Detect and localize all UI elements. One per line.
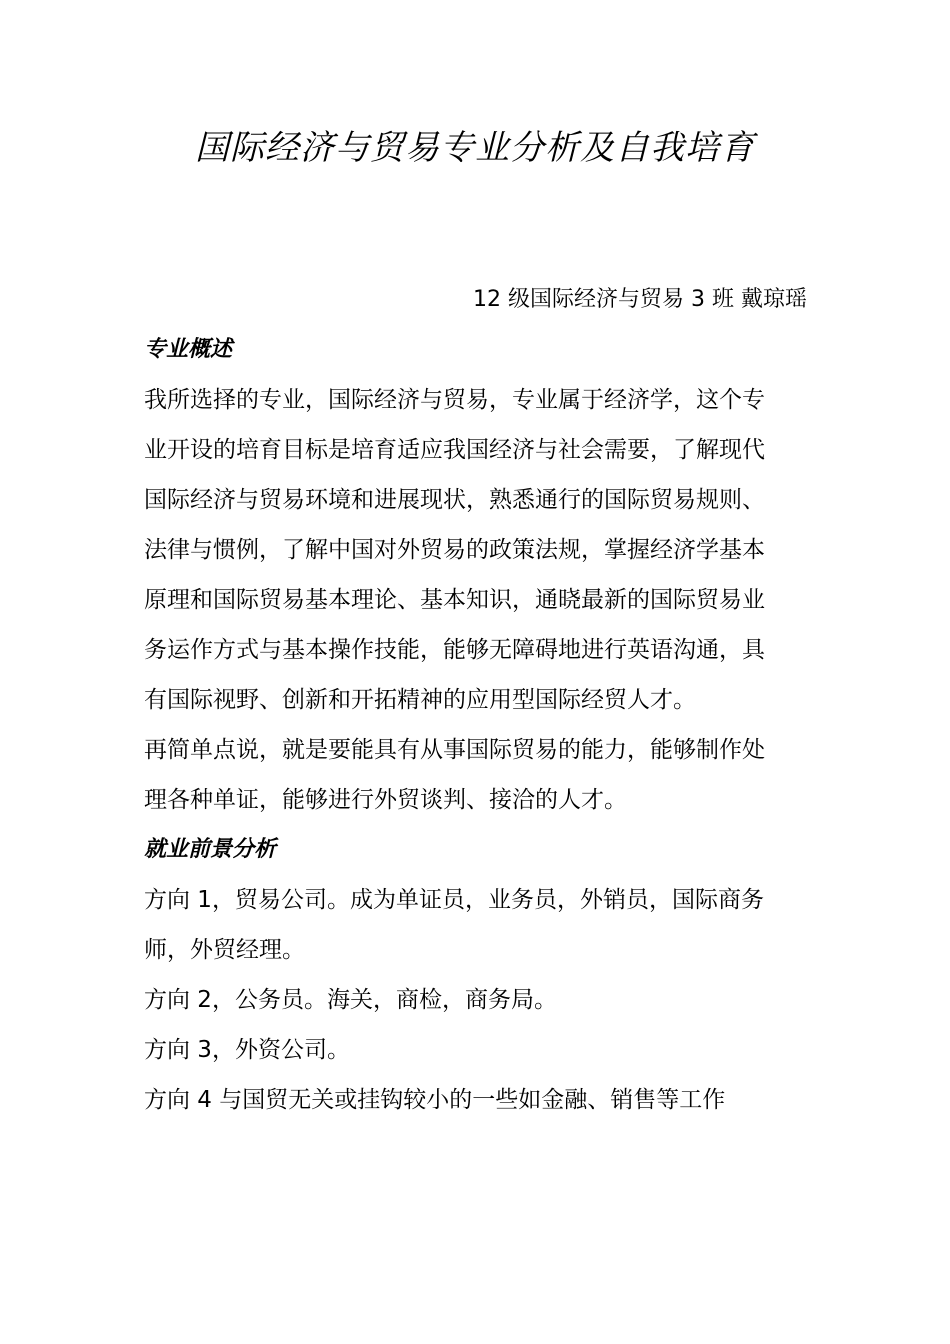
employment-line: 方向 3，外资公司。 [144,1037,350,1063]
employment-line: 师，外贸经理。 [144,937,305,963]
employment-line: 方向 1，贸易公司。成为单证员，业务员，外销员，国际商务 [144,887,764,913]
overview-line: 法律与惯例，了解中国对外贸易的政策法规，掌握经济学基本 [144,537,765,563]
overview-line: 再简单点说，就是要能具有从事国际贸易的能力，能够制作处 [144,737,765,763]
employment-line: 方向 4 与国贸无关或挂钩较小的一些如金融、销售等工作 [144,1087,726,1113]
overview-line: 原理和国际贸易基本理论、基本知识，通晓最新的国际贸易业 [144,587,765,613]
section-heading-overview: 专业概述 [144,337,233,362]
author-line: 12 级国际经济与贸易 3 班 戴琼瑶 [473,287,807,312]
overview-line: 理各种单证，能够进行外贸谈判、接洽的人才。 [144,787,627,813]
employment-line: 方向 2，公务员。海关，商检，商务局。 [144,987,557,1013]
overview-line: 国际经济与贸易环境和进展现状，熟悉通行的国际贸易规则、 [144,487,765,513]
overview-line: 业开设的培育目标是培育适应我国经济与社会需要，了解现代 [144,437,765,463]
overview-line: 务运作方式与基本操作技能，能够无障碍地进行英语沟通，具 [144,637,765,663]
overview-line: 我所选择的专业，国际经济与贸易，专业属于经济学，这个专 [144,387,765,413]
document-body [144,325,808,1125]
document-title: 国际经济与贸易专业分析及自我培育 [195,128,755,168]
section-heading-employment: 就业前景分析 [144,837,277,862]
overview-line: 有国际视野、创新和开拓精神的应用型国际经贸人才。 [144,687,696,713]
